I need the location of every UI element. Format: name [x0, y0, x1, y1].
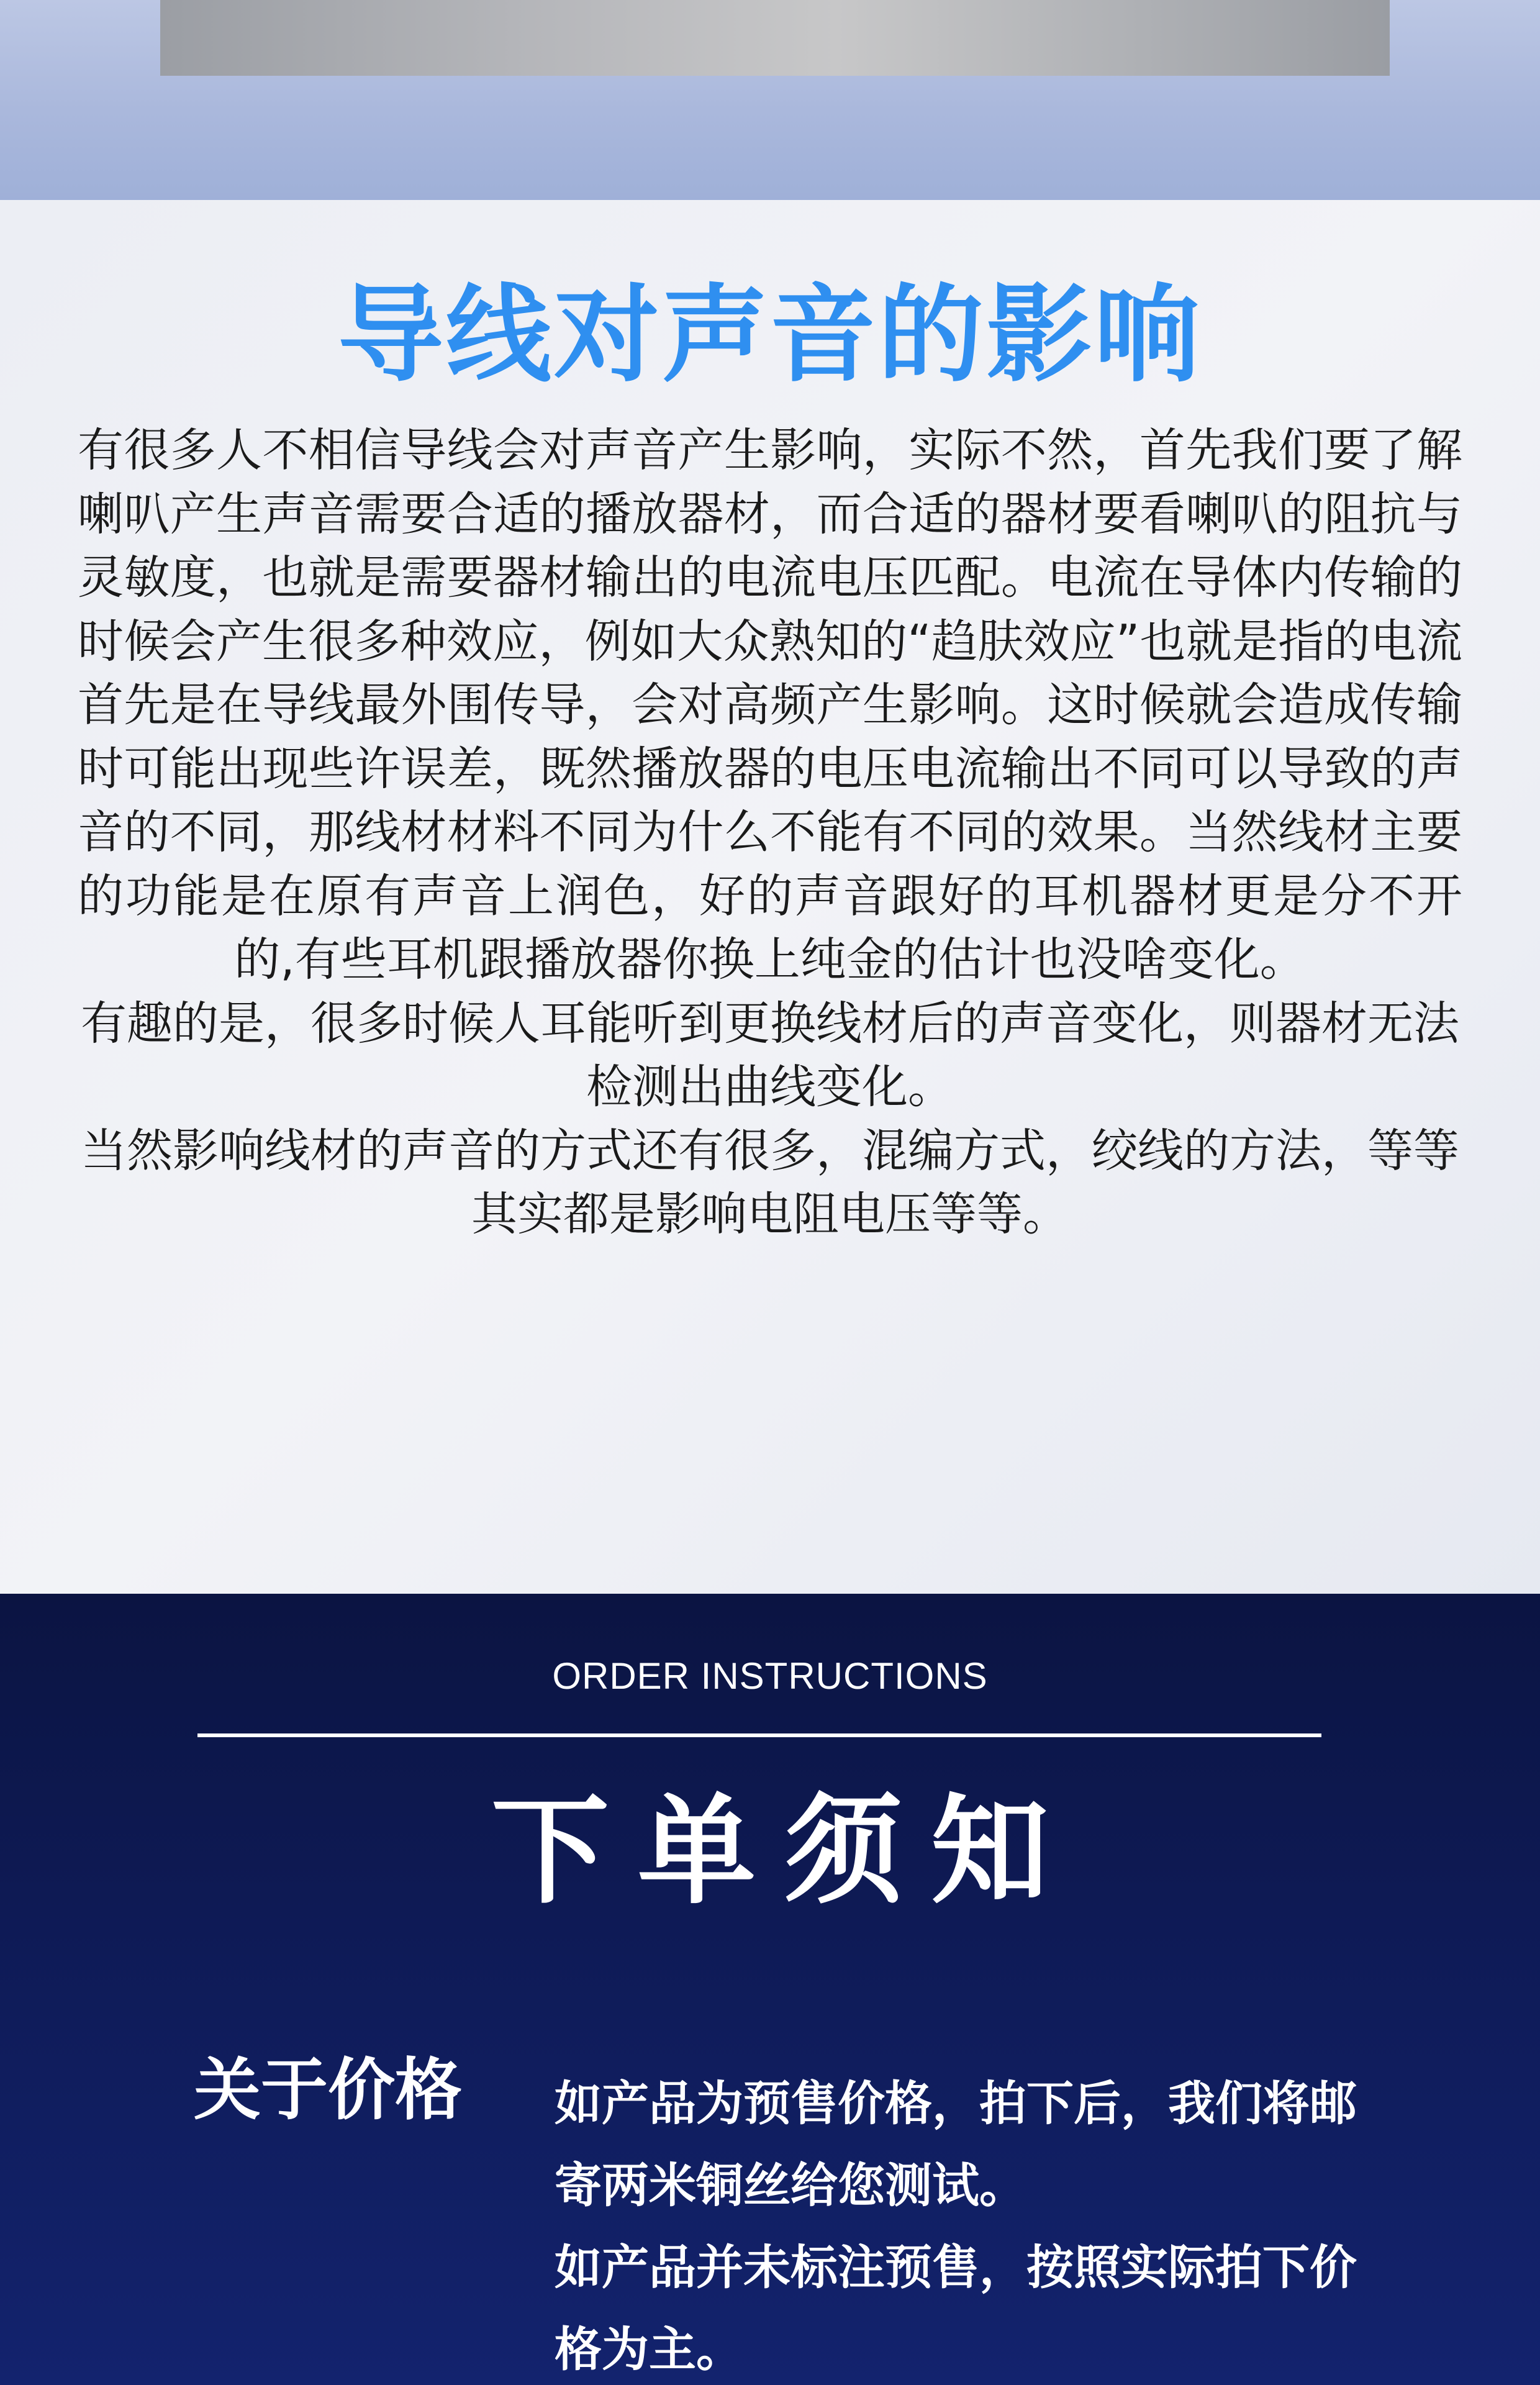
product-photo-strip [160, 0, 1390, 76]
price-note: 如产品并未标注预售，按照实际拍下价格为主。 [555, 2240, 1357, 2377]
price-note: 如产品为预售价格，拍下后，我们将邮寄两米铜丝给您测试。 [555, 2076, 1357, 2213]
article-paragraph: 有很多人不相信导线会对声音产生影响，实际不然，首先我们要了解喇叭产生声音需要合适的播放器材，而合适的器材要看喇叭的阻抗与灵敏度，也就是需要器材输出的电流电压匹配。电流在导体内传输的时候会产生很多种效应，例如大众熟知的“趋肤效应”也就是指的电流首先是在导线最外围传导，会对高频产生影响。这时候就会造成传输时可能出现些许误差，既然播放器的电压电流输出不同可以导致的声音的不同，那线材材料不同为什么不能有不同的效果。当然线材主要的功能是在原有声音上润色，好的声音跟好的耳机器材更是分不开的,有些耳机跟播放器你换上纯金的估计也没啥变化。 [78, 424, 1462, 986]
article-paragraph: 当然影响线材的声音的方式还有很多，混编方式，绞线的方法，等等其实都是影响电阻电压等等。 [81, 1124, 1459, 1241]
order-instructions-section [0, 1594, 1540, 2385]
order-heading-cn: 下单须知 [491, 1783, 1077, 1920]
price-notes [555, 2063, 1374, 2385]
price-section-label: 关于价格 [194, 2051, 463, 2129]
hero-banner [0, 0, 1540, 200]
article-title: 导线对声音的影响 [337, 274, 1202, 397]
heading-divider [197, 1733, 1321, 1737]
article-section [0, 200, 1540, 1594]
order-heading-en: ORDER INSTRUCTIONS [552, 1655, 988, 1697]
article-paragraph: 有趣的是，很多时候人耳能听到更换线材后的声音变化，则器材无法检测出曲线变化。 [81, 996, 1459, 1114]
article-body [78, 419, 1462, 1247]
